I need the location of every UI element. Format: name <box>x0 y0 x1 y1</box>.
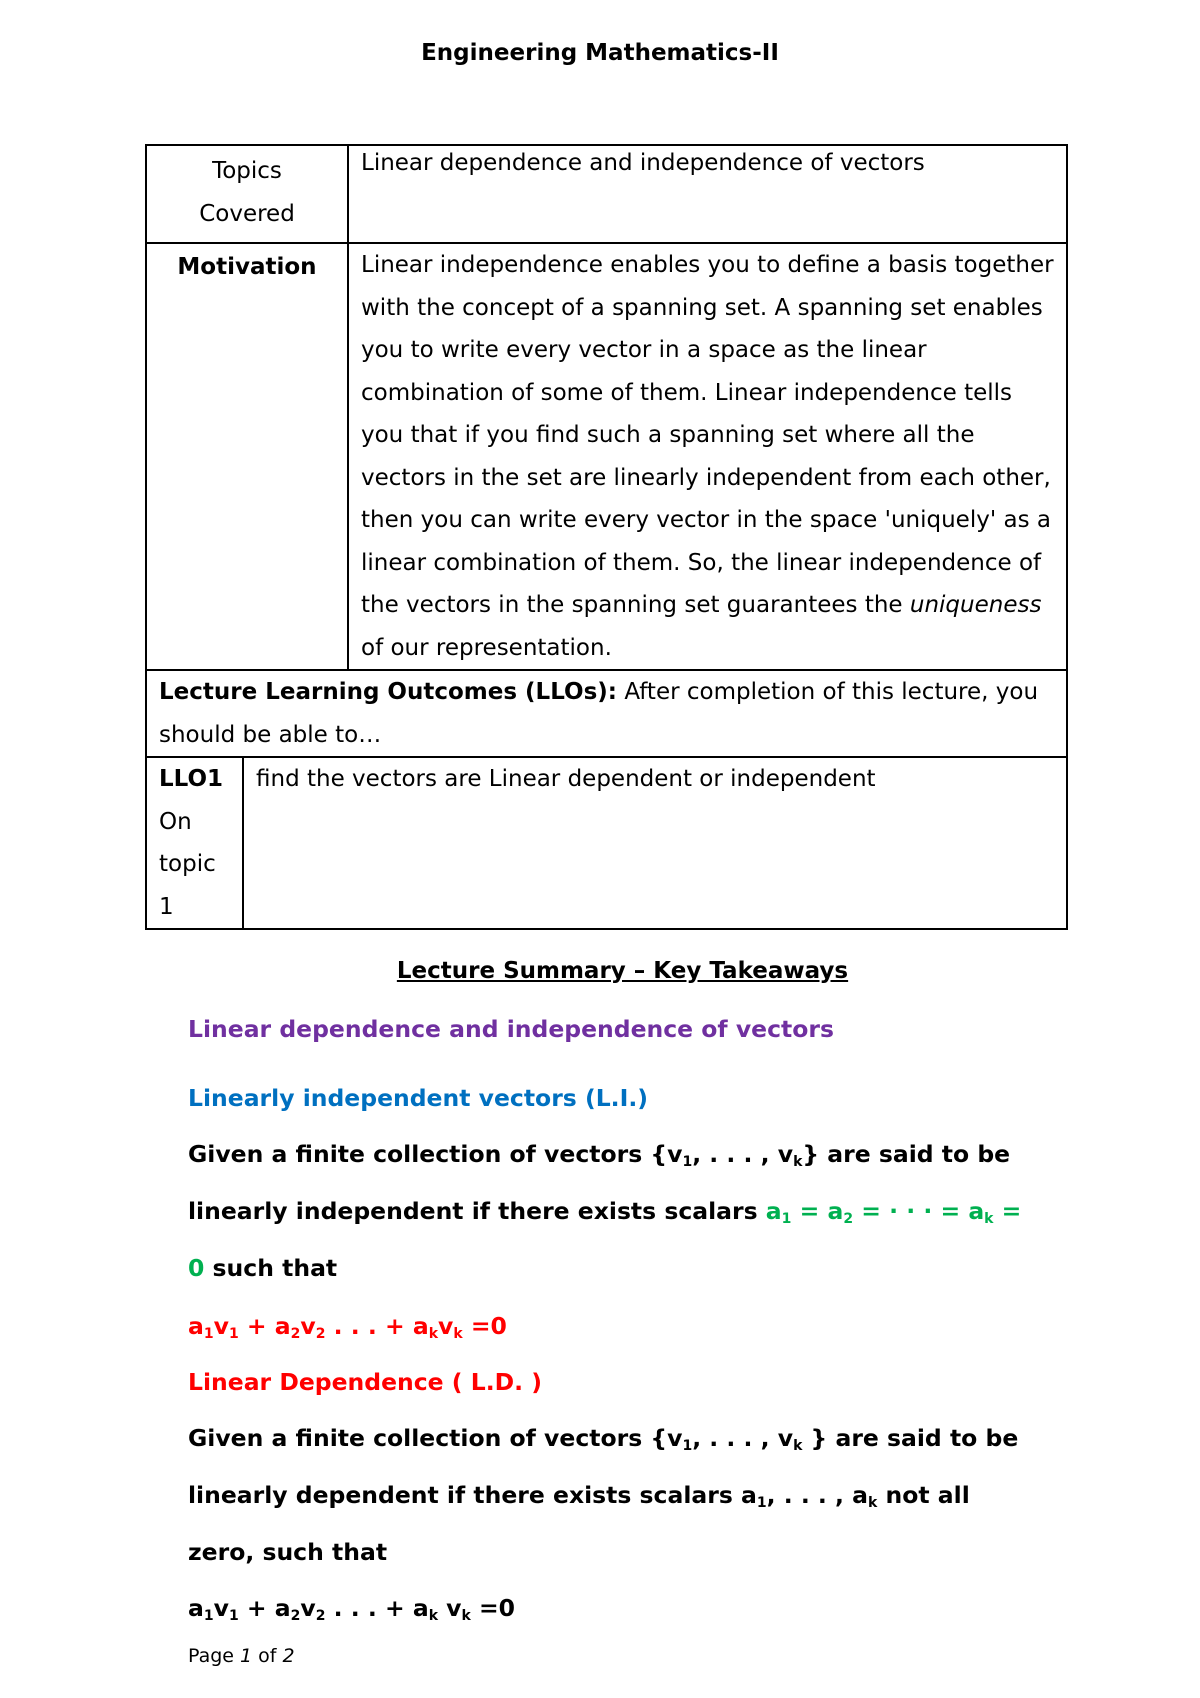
llo1-inner-table <box>147 758 1066 928</box>
llo-intro-bold: Lecture Learning Outcomes (LLOs): <box>159 679 618 705</box>
llo1-label <box>147 758 243 928</box>
motivation-text-part-1: Linear independence enables you to define a basis together with the concept of a spanning set. A spanning set enables you to write every vector in a space as the linear combination of some of them. Linear independence tells you that if you find such a spanning set where all the vectors in the set are linearly independent from each other, then you can write every vector in the space 'uniquely' as a linear combination of them. So, the linear independence of the vectors in the spanning set guarantees the <box>361 252 1054 618</box>
topics-value: Linear dependence and independence of vectors <box>348 145 1067 243</box>
li-heading: Linearly independent vectors (L.I.) <box>188 1084 649 1112</box>
li-definition-line-3: 0 such that <box>188 1254 338 1282</box>
topics-table <box>145 144 1068 930</box>
llo1-text: find the vectors are Linear dependent or independent <box>256 766 876 792</box>
li-definition-line-1: Given a finite collection of vectors {$v_1$, . . . , $v_k$} are said to be <box>188 1140 1011 1170</box>
section-title: Linear dependence and independence of vectors <box>188 1015 834 1043</box>
motivation-emphasis: uniqueness <box>909 592 1042 618</box>
li-scalar-condition: $a_1 = a_2$ = · · · = $a_k$ = <box>765 1197 1022 1227</box>
llo1-label-text: LLO1 <box>159 766 224 792</box>
li-zero: 0 <box>188 1254 205 1282</box>
ld-definition-line-3: zero, such that <box>188 1538 388 1566</box>
ld-definition-line-1: Given a finite collection of vectors {$v_1$, . . . , $v_k$ } are said to be <box>188 1424 1019 1454</box>
motivation-row <box>146 243 1067 670</box>
motivation-text <box>348 243 1067 670</box>
topics-label-line-2: Covered <box>199 200 295 227</box>
llo1-sub-1: On <box>159 808 192 835</box>
llo1-row <box>146 757 1067 929</box>
li-definition-line-2: linearly independent if there exists scalars $a_1 = a_2$ = · · · = $a_k$ = <box>188 1197 1022 1227</box>
page-title: Engineering Mathematics-II <box>421 40 779 66</box>
motivation-label: Motivation <box>146 243 348 670</box>
motivation-text-part-2: of our representation. <box>361 634 612 661</box>
llo-intro <box>146 670 1067 757</box>
ld-equation: $a_1v_1 + a_2v_2$ . . . + $a_k$ $v_k =0$ <box>188 1594 516 1624</box>
summary-heading: Lecture Summary – Key Takeaways <box>396 958 849 984</box>
ld-heading: Linear Dependence ( L.D. ) <box>188 1368 542 1396</box>
llo1-sub-2: topic <box>159 851 216 877</box>
llo1-sub-3: 1 <box>159 893 174 920</box>
page-footer: Page 1 of 2 <box>188 1645 295 1667</box>
llo1-cell <box>146 757 1067 929</box>
li-equation: $a_1v_1 + a_2v_2$ . . . + $a_kv_k =0$ <box>188 1312 507 1342</box>
llo-intro-row <box>146 670 1067 757</box>
llo-intro-rest: After completion of this lecture, you should be able to… <box>159 679 1039 748</box>
topics-label-line-1: Topics <box>212 158 282 184</box>
topics-row <box>146 145 1067 243</box>
ld-definition-line-2: linearly dependent if there exists scalars $a_1$, . . . , $a_k$ not all <box>188 1481 970 1511</box>
topics-label <box>146 145 348 243</box>
